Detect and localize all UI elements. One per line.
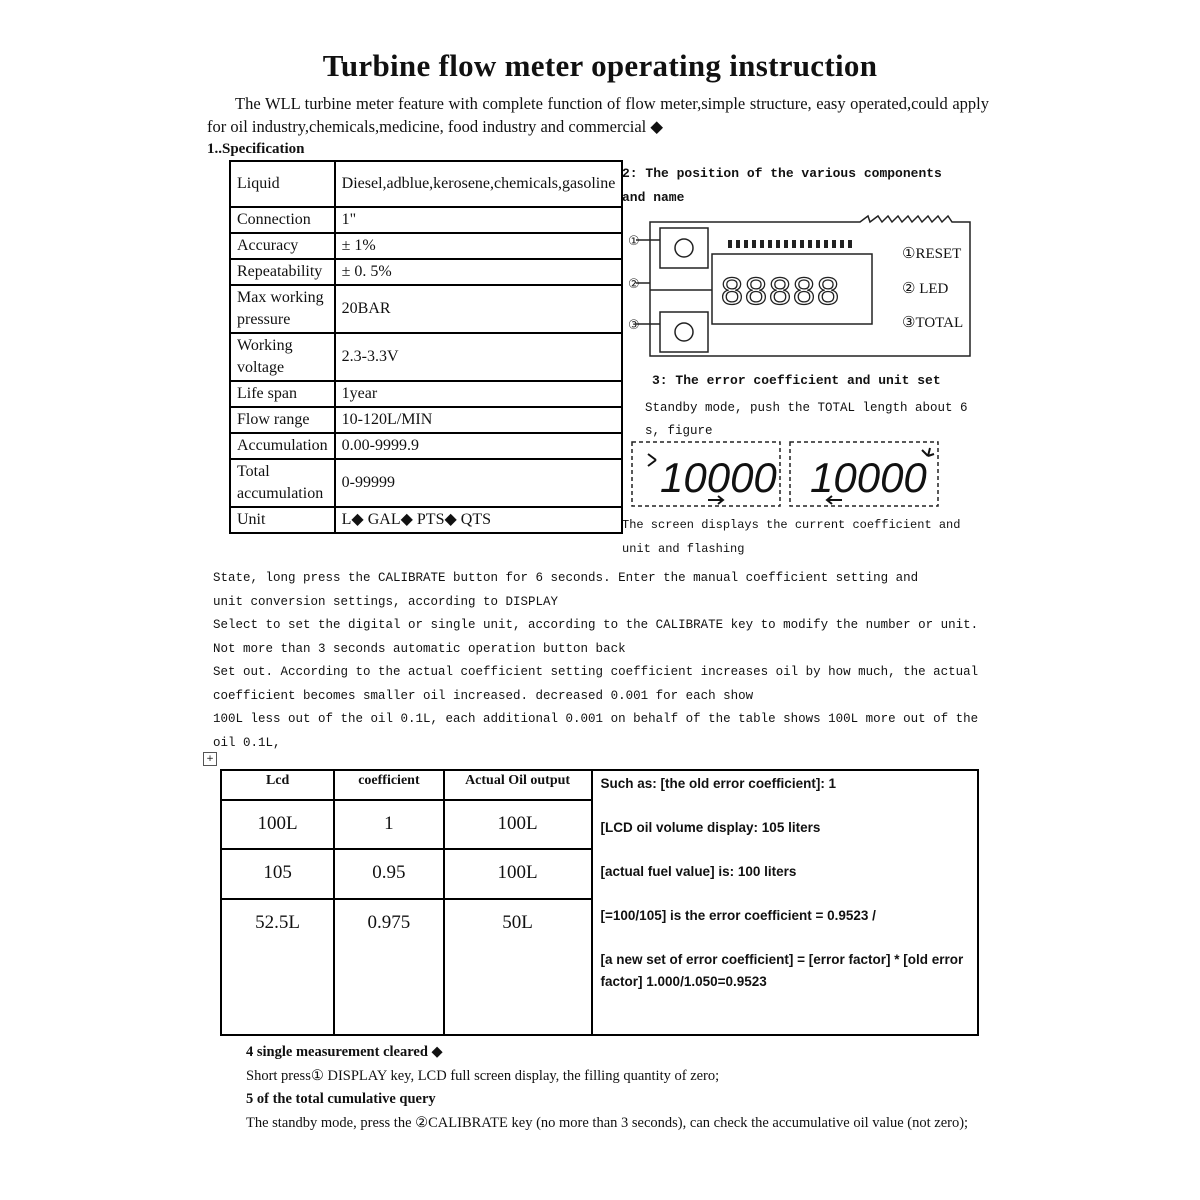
section5-heading: 5 of the total cumulative query (246, 1091, 436, 1107)
marker-2: ② (628, 277, 640, 292)
table-row (230, 233, 622, 259)
paragraph-line: Select to set the digital or single unit, according to the CALIBRATE key to modify the number or unit. (213, 618, 979, 632)
lcd-digits: 88888 (720, 272, 841, 317)
paragraph-line: oil 0.1L, (213, 735, 281, 750)
paragraph-line: Set out. According to the actual coefficient setting coefficient increases oil by how much, the actual (213, 665, 979, 679)
components-heading: 2: The position of the various components and name (622, 166, 942, 205)
table-row (230, 161, 622, 207)
bottom-instructions (246, 1041, 986, 1135)
calibration-paragraph (213, 567, 991, 755)
section4-heading: 4 single measurement cleared ◆ (246, 1044, 443, 1060)
error-coefficient-heading: 3: The error coefficient and unit set (652, 373, 941, 388)
cell-lcd: 100L (221, 800, 334, 850)
header-actual-output: Actual Oil output (444, 770, 592, 800)
screen-display-note: The screen displays the current coefficient and unit and flashing (622, 518, 961, 556)
example-notes (592, 770, 978, 1035)
spec-key: Unit (230, 507, 335, 533)
label-total: ③TOTAL (902, 315, 964, 331)
paragraph-line: State, long press the CALIBRATE button for 6 seconds. Enter the manual coefficient setting and (213, 571, 919, 585)
cell-coefficient: 0.975 (334, 899, 443, 1035)
cell-lcd: 105 (221, 849, 334, 899)
coefficient-table (220, 769, 979, 1036)
spec-key: Repeatability (230, 259, 335, 285)
lcd-value-1: 10000 (660, 454, 777, 501)
paragraph-line: unit conversion settings, according to DISPLAY (213, 594, 559, 609)
table-row (230, 259, 622, 285)
paragraph-line: 100L less out of the oil 0.1L, each additional 0.001 on behalf of the table shows 100L more out of the (213, 712, 979, 726)
total-button-icon (675, 323, 693, 341)
intro-paragraph (207, 92, 989, 138)
table-row (230, 333, 622, 381)
table-row (230, 381, 622, 407)
table-row (230, 433, 622, 459)
flash-mark-icon (648, 454, 656, 466)
spec-key: Flow range (230, 407, 335, 433)
spec-value: 1" (335, 207, 623, 233)
label-reset: ①RESET (902, 246, 962, 262)
table-row (230, 507, 622, 533)
reset-button-box (660, 228, 708, 268)
table-row (230, 207, 622, 233)
spec-value: 20BAR (335, 285, 623, 333)
spec-key: Accuracy (230, 233, 335, 259)
spec-key: Max working pressure (230, 285, 335, 333)
spec-key: Liquid (230, 161, 335, 207)
spec-key: Connection (230, 207, 335, 233)
table-row (230, 407, 622, 433)
spec-key: Total accumulation (230, 459, 335, 507)
reset-button-icon (675, 239, 693, 257)
cell-coefficient: 1 (334, 800, 443, 850)
lcd-screens (630, 440, 940, 508)
header-lcd: Lcd (221, 770, 334, 800)
note-line: [a new set of error coefficient] = [error factor] * [old error factor] 1.000/1.050=0.9523 (600, 952, 964, 989)
spec-value: ± 1% (335, 233, 623, 259)
spec-value: 0.00-9999.9 (335, 433, 623, 459)
spec-value: 10-120L/MIN (335, 407, 623, 433)
header-coefficient: coefficient (334, 770, 443, 800)
spec-value: 2.3-3.3V (335, 333, 623, 381)
spec-key: Working voltage (230, 333, 335, 381)
document-title: Turbine flow meter operating instruction (322, 48, 878, 83)
note-line: [=100/105] is the error coefficient = 0.9523 / (600, 908, 876, 923)
table-move-handle-icon[interactable]: + (203, 752, 217, 766)
table-row (230, 285, 622, 333)
paragraph-line: coefficient becomes smaller oil increased. decreased 0.001 for each show (213, 688, 754, 703)
table-row (230, 459, 622, 507)
cell-coefficient: 0.95 (334, 849, 443, 899)
specification-table (229, 160, 623, 534)
marker-1: ① (628, 234, 640, 249)
cell-lcd: 52.5L (221, 899, 334, 1035)
spec-value: ± 0. 5% (335, 259, 623, 285)
spec-value: L◆ GAL◆ PTS◆ QTS (335, 507, 623, 533)
cell-actual: 100L (444, 800, 592, 850)
note-line: [LCD oil volume display: 105 liters (600, 820, 821, 835)
spec-value: Diesel,adblue,kerosene,chemicals,gasoline (335, 161, 623, 207)
label-led: ② LED (902, 281, 949, 297)
cell-actual: 50L (444, 899, 592, 1035)
standby-text: Standby mode, push the TOTAL length about 6 s, figure (645, 401, 968, 438)
section5-text: The standby mode, press the ②CALIBRATE key (no more than 3 seconds), can check the accumulative oil value (not zero); (246, 1114, 969, 1131)
spec-key: Life span (230, 381, 335, 407)
spec-value: 1year (335, 381, 623, 407)
spec-key: Accumulation (230, 433, 335, 459)
note-line: [actual fuel value] is: 100 liters (600, 864, 797, 879)
total-button-box (660, 312, 708, 352)
lcd-value-2: 10000 (810, 454, 927, 501)
section4-text: Short press① DISPLAY key, LCD full screen display, the filling quantity of zero; (246, 1067, 720, 1084)
note-line: Such as: [the old error coefficient]: 1 (600, 776, 837, 791)
spec-value: 0-99999 (335, 459, 623, 507)
table-row (221, 770, 978, 800)
paragraph-line: Not more than 3 seconds automatic operation button back (213, 641, 626, 656)
intro-text: The WLL turbine meter feature with complete function of flow meter,simple structure, easy operated,could apply for oil industry,chemicals,medicine, food industry and commercial ◆ (207, 94, 989, 136)
marker-3: ③ (628, 318, 640, 333)
spec-heading: 1..Specification (207, 141, 305, 157)
cell-actual: 100L (444, 849, 592, 899)
